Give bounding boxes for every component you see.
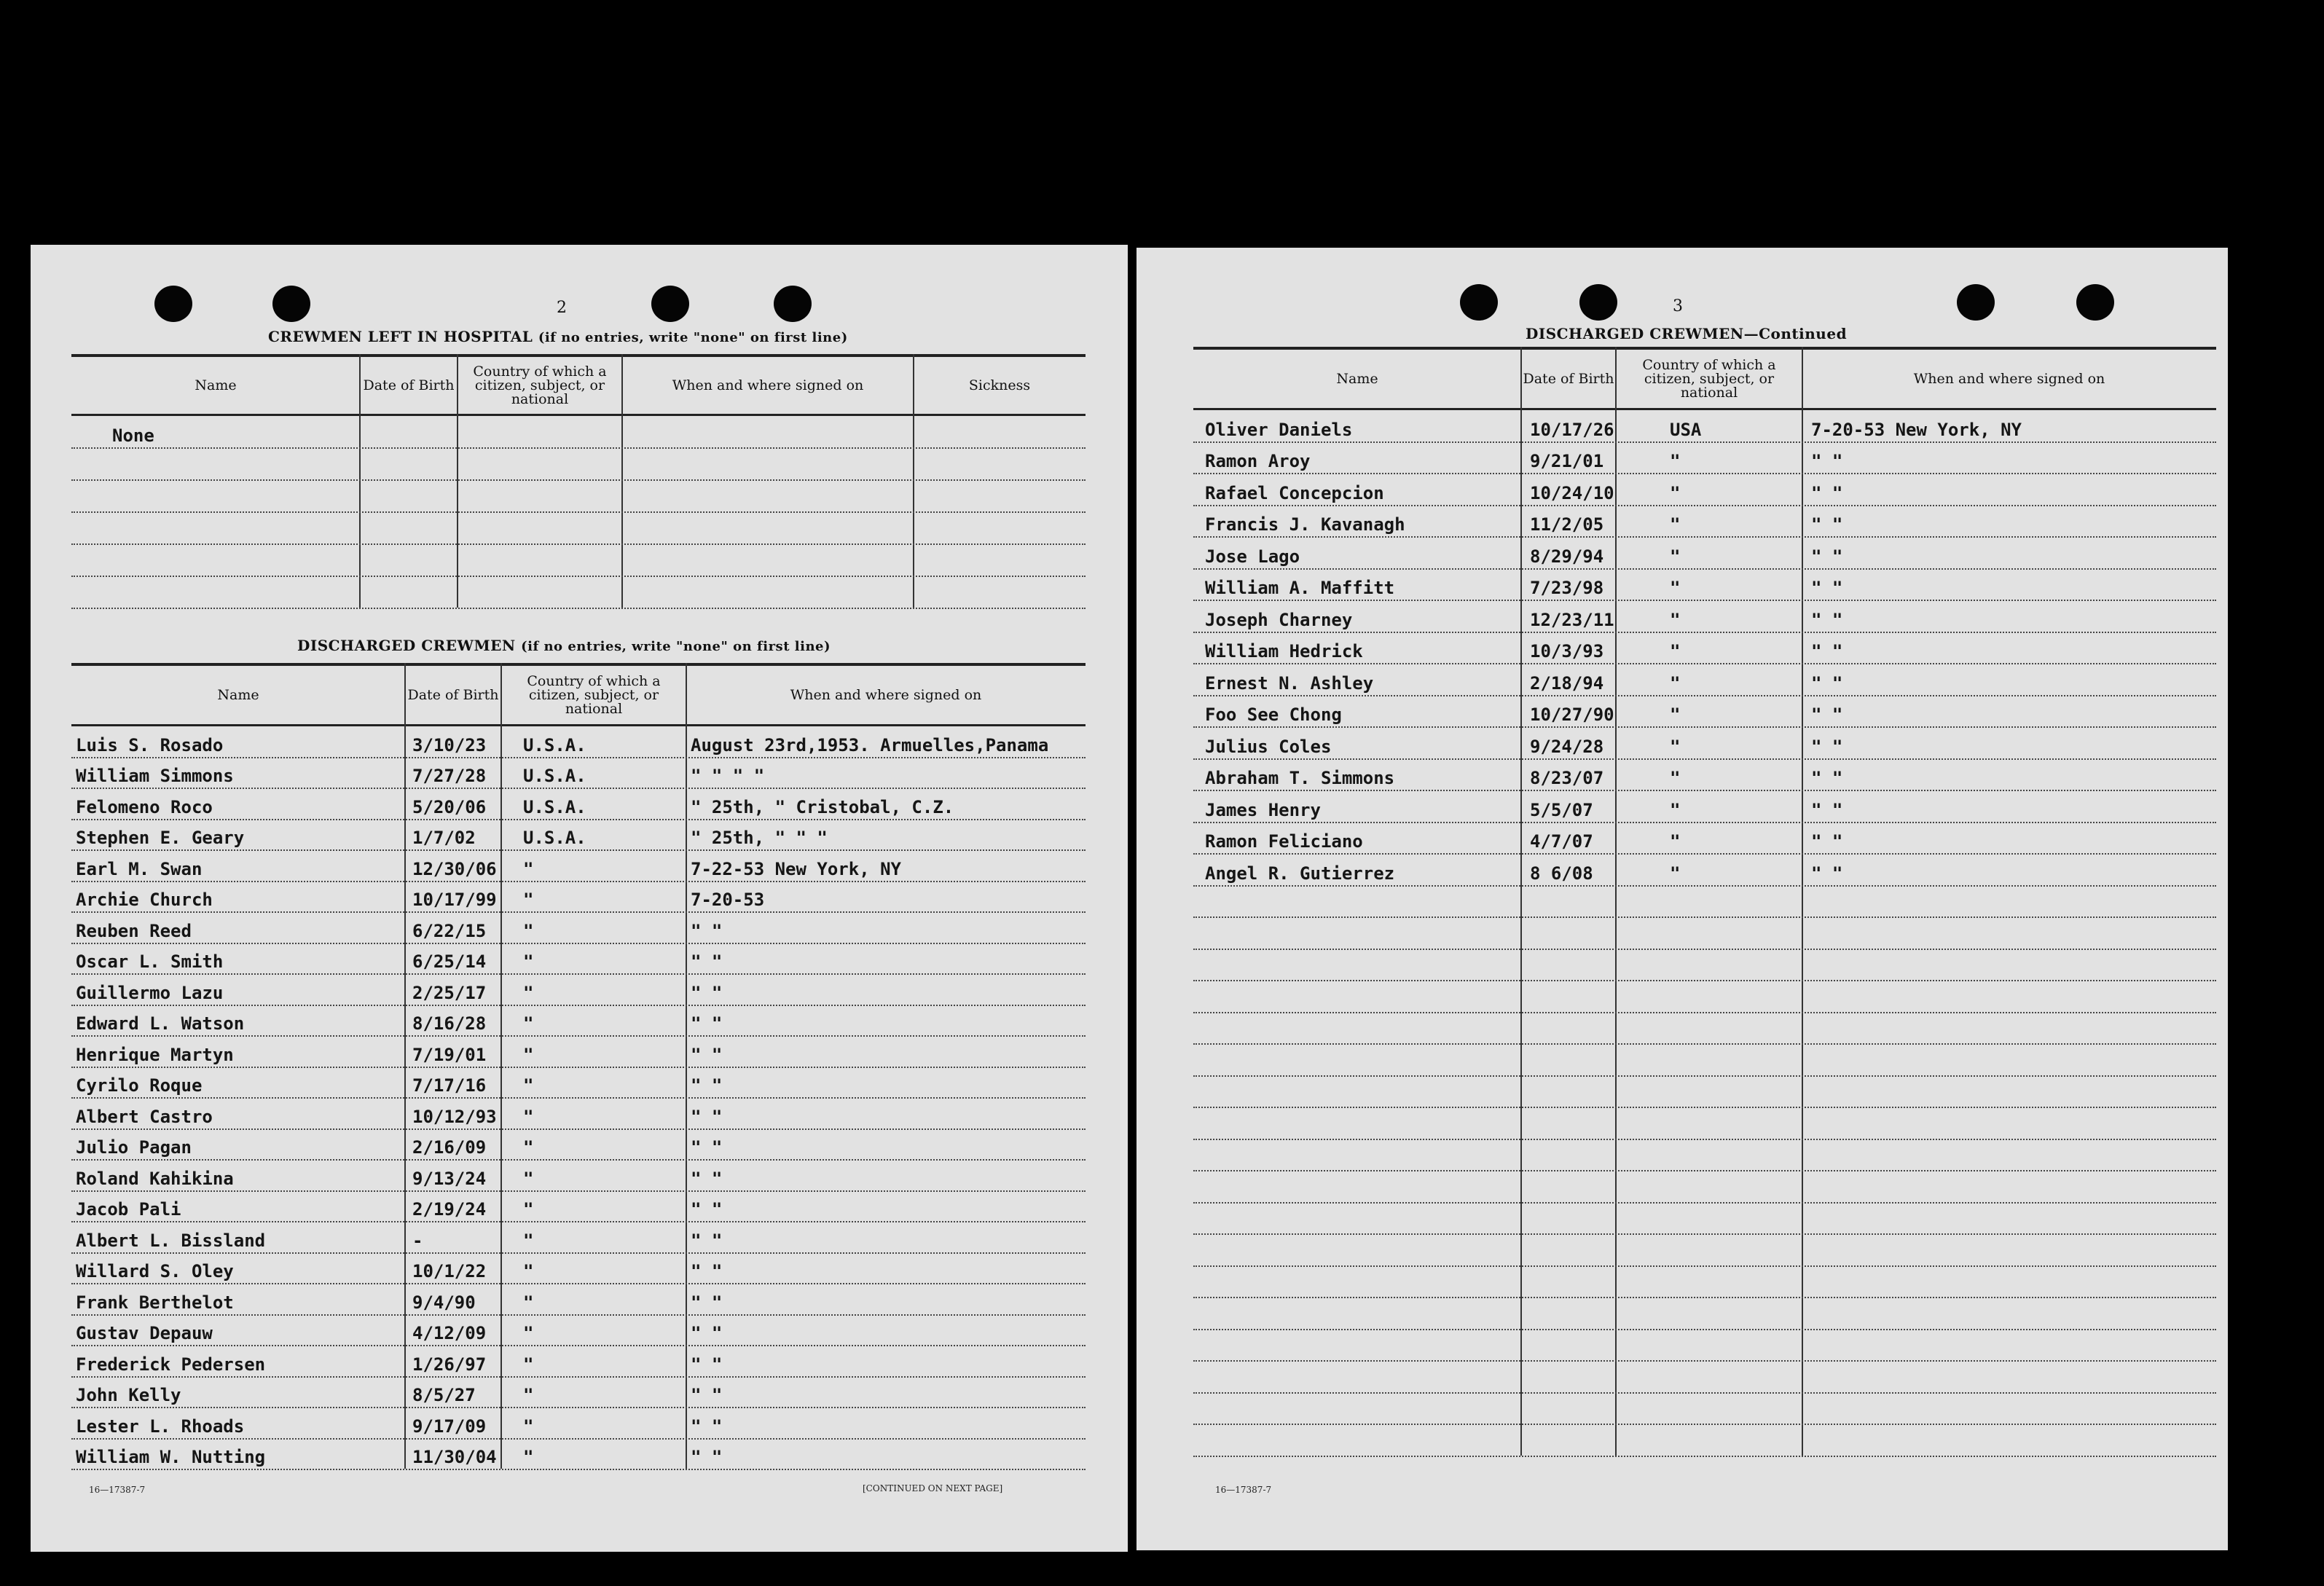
table-row [71,479,1086,513]
country-cell: " [1670,641,1681,662]
name-cell: Willard S. Oley [76,1261,234,1281]
signed-on-cell: " " [691,1261,723,1281]
punch-hole [651,286,689,322]
table-row [1193,1297,2216,1330]
dob-cell: 11/2/05 [1530,514,1604,535]
name-cell: Abraham T. Simmons [1205,768,1395,788]
dob-cell: 9/17/09 [412,1416,487,1437]
table-row [1193,1107,2216,1140]
left-page [31,245,1128,1552]
table-row [1193,1170,2216,1204]
dob-cell: 9/4/90 [412,1292,476,1313]
punch-hole [1579,284,1617,321]
name-cell: None [112,425,154,446]
dob-cell: 4/7/07 [1530,831,1593,852]
country-cell: " [523,1044,534,1065]
table-header [71,354,1086,416]
dob-cell: 9/21/01 [1530,451,1604,471]
table-row [1193,1329,2216,1362]
table-row [71,1345,1086,1378]
table-row [71,1005,1086,1037]
country-cell: U.S.A. [523,828,586,848]
country-cell: " [523,1075,534,1096]
dob-cell: 7/27/28 [412,766,487,786]
table-row [1193,790,2216,823]
name-cell: Julio Pagan [76,1137,192,1158]
signed-on-cell: " " [1811,451,1843,471]
continued-discharged-table [1193,347,2216,1514]
table-row [1193,1043,2216,1077]
name-cell: Albert Castro [76,1106,213,1127]
table-row [1193,568,2216,602]
table-row [71,1128,1086,1161]
table-row [1193,1012,2216,1045]
table-row [1193,822,2216,855]
name-cell: Felomeno Roco [76,796,213,817]
dob-cell: 8 6/08 [1530,863,1593,884]
table-row [1193,1265,2216,1299]
table-row [1193,505,2216,538]
signed-on-cell: " " [1811,578,1843,598]
name-cell: William W. Nutting [76,1447,266,1467]
column-header: Name [195,377,237,393]
name-cell: Stephen E. Geary [76,828,245,848]
country-cell: USA [1670,419,1702,440]
discharged-title-note: (if no entries, write "none" on first line) [521,639,831,654]
signed-on-cell: " " [691,1230,723,1251]
name-cell: Oscar L. Smith [76,951,224,972]
signed-on-cell: " " [1811,704,1843,725]
column-header: When and where signed on [672,377,864,393]
name-cell: Roland Kahikina [76,1168,234,1189]
country-cell: " [523,1199,534,1220]
table-row [1193,409,2216,443]
signed-on-cell: " " [1811,863,1843,884]
hospital-section-title [268,328,848,345]
signed-on-cell: " " [1811,831,1843,852]
dob-cell: 10/24/10 [1530,482,1614,503]
table-row [1193,853,2216,887]
table-row [1193,1202,2216,1236]
signed-on-cell: " " [1811,736,1843,757]
name-cell: Joseph Charney [1205,609,1353,630]
dob-cell: 11/30/04 [412,1447,497,1467]
name-cell: Julius Coles [1205,736,1332,757]
country-cell: " [1670,736,1681,757]
signed-on-cell: " " [691,1137,723,1158]
signed-on-cell: " " [691,1354,723,1375]
table-row [71,1067,1086,1099]
table-row [1193,1139,2216,1172]
dob-cell: 8/23/07 [1530,768,1604,788]
table-header [71,663,1086,726]
country-cell: " [523,1168,534,1189]
signed-on-cell: 7-22-53 New York, NY [691,858,901,879]
discharged-section-title [297,637,831,654]
punch-hole [1460,284,1498,321]
signed-on-cell: " " [691,1168,723,1189]
dob-cell: - [412,1230,423,1251]
name-cell: Edward L. Watson [76,1013,245,1034]
dob-cell: 3/10/23 [412,734,487,755]
country-cell: " [523,951,534,972]
table-header [1193,347,2216,410]
column-header: Country of which a citizen, subject, or national [1642,356,1776,401]
country-cell: " [523,1013,534,1034]
dob-cell: 8/16/28 [412,1013,487,1034]
signed-on-cell: " " [691,1106,723,1127]
dob-cell: 10/3/93 [1530,641,1604,662]
table-row [71,543,1086,577]
table-row [71,1221,1086,1254]
dob-cell: 9/13/24 [412,1168,487,1189]
dob-cell: 2/18/94 [1530,672,1604,694]
table-row [71,1097,1086,1130]
column-header: Date of Birth [363,377,455,393]
country-cell: " [523,982,534,1003]
signed-on-cell: " " [1811,672,1843,694]
country-cell: " [1670,831,1681,852]
name-cell: Oliver Daniels [1205,419,1353,440]
name-cell: Gustav Depauw [76,1323,213,1343]
table-row [71,447,1086,481]
dob-cell: 6/22/15 [412,920,487,941]
table-row [71,881,1086,914]
dob-cell: 7/17/16 [412,1075,487,1096]
signed-on-cell: " " [1811,768,1843,788]
country-cell: " [523,1292,534,1313]
name-cell: Francis J. Kavanagh [1205,514,1405,535]
punch-hole [154,286,192,322]
signed-on-cell: August 23rd,1953. Armuelles,Panama [691,734,1049,755]
signed-on-cell: " " [691,920,723,941]
form-number: 16—17387-7 [1215,1485,1272,1495]
punch-hole [1957,284,1995,321]
name-cell: Archie Church [76,890,213,910]
signed-on-cell: " " [1811,482,1843,503]
column-header: When and where signed on [1913,370,2105,387]
dob-cell: 1/7/02 [412,828,476,848]
signed-on-cell: " " [1811,609,1843,630]
column-header: Date of Birth [407,686,499,703]
table-row [71,1252,1086,1285]
column-header: Country of which a citizen, subject, or national [527,672,661,717]
country-cell: U.S.A. [523,734,586,755]
signed-on-cell: " " [1811,641,1843,662]
country-cell: " [523,920,534,941]
name-cell: Angel R. Gutierrez [1205,863,1395,884]
table-row [71,788,1086,820]
table-row [1193,441,2216,475]
signed-on-cell: " " [1811,514,1843,535]
country-cell: " [523,858,534,879]
continued-section-title: DISCHARGED CREWMEN—Continued [1526,325,1848,342]
column-header: Country of which a citizen, subject, or national [473,363,607,407]
dob-cell: 5/5/07 [1530,799,1593,820]
table-row [1193,536,2216,570]
name-cell: Luis S. Rosado [76,734,224,755]
signed-on-cell: " " [691,1447,723,1467]
name-cell: Earl M. Swan [76,858,203,879]
table-row [1193,1424,2216,1457]
name-cell: Cyrilo Roque [76,1075,203,1096]
signed-on-cell: " 25th, " " " [691,828,828,848]
hospital-title-text: CREWMEN LEFT IN HOSPITAL [268,328,533,345]
name-cell: Henrique Martyn [76,1044,234,1065]
country-cell: U.S.A. [523,766,586,786]
country-cell: " [523,1323,534,1343]
table-row [71,757,1086,790]
table-row [1193,916,2216,950]
table-row [71,849,1086,882]
country-cell: " [523,1385,534,1405]
dob-cell: 12/23/11 [1530,609,1614,630]
name-cell: Frederick Pedersen [76,1354,266,1375]
punch-hole [2076,284,2114,321]
dob-cell: 7/19/01 [412,1044,487,1065]
country-cell: " [523,1230,534,1251]
signed-on-cell: " " [691,1385,723,1405]
signed-on-cell: " " [691,982,723,1003]
name-cell: Reuben Reed [76,920,192,941]
table-row [71,1283,1086,1316]
name-cell: Jacob Pali [76,1199,181,1220]
dob-cell: 2/19/24 [412,1199,487,1220]
table-row [1193,663,2216,696]
table-row [1193,949,2216,982]
country-cell: " [523,1447,534,1467]
table-row [71,911,1086,944]
dob-cell: 10/17/26 [1530,419,1614,440]
table-row [1193,980,2216,1013]
signed-on-cell: " " [691,1044,723,1065]
country-cell: " [1670,578,1681,598]
table-row [71,819,1086,852]
signed-on-cell: " 25th, " Cristobal, C.Z. [691,796,954,817]
table-row [71,1438,1086,1471]
signed-on-cell: 7-20-53 [691,890,765,910]
hospital-title-note: (if no entries, write "none" on first line) [538,330,848,345]
name-cell: John Kelly [76,1385,181,1405]
name-cell: Foo See Chong [1205,704,1342,725]
table-row [71,511,1086,545]
dob-cell: 7/23/98 [1530,578,1604,598]
country-cell: " [1670,768,1681,788]
dob-cell: 8/5/27 [412,1385,476,1405]
dob-cell: 5/20/06 [412,796,487,817]
dob-cell: 10/27/90 [1530,704,1614,725]
signed-on-cell: " " [691,1013,723,1034]
table-row [71,943,1086,975]
country-cell: " [1670,704,1681,725]
table-row [1193,473,2216,506]
name-cell: Guillermo Lazu [76,982,224,1003]
dob-cell: 10/1/22 [412,1261,487,1281]
table-row [1193,1075,2216,1109]
column-header: Name [1336,370,1378,387]
table-row [1193,695,2216,729]
dob-cell: 9/24/28 [1530,736,1604,757]
name-cell: William Hedrick [1205,641,1363,662]
table-row [1193,1233,2216,1267]
country-cell: " [1670,799,1681,820]
table-row [1193,726,2216,760]
dob-cell: 10/17/99 [412,890,497,910]
dob-cell: 10/12/93 [412,1106,497,1127]
name-cell: Rafael Concepcion [1205,482,1384,503]
country-cell: " [523,1106,534,1127]
signed-on-cell: 7-20-53 New York, NY [1811,419,2022,440]
signed-on-cell: " " " " [691,766,765,786]
table-row [1193,758,2216,792]
table-row [71,576,1086,609]
name-cell: William Simmons [76,766,234,786]
country-cell: U.S.A. [523,796,586,817]
signed-on-cell: " " [691,1075,723,1096]
country-cell: " [1670,609,1681,630]
country-cell: " [523,1137,534,1158]
table-row [71,1407,1086,1440]
page-number: 2 [557,299,567,317]
table-row [1193,632,2216,665]
country-cell: " [1670,482,1681,503]
dob-cell: 4/12/09 [412,1323,487,1343]
name-cell: Frank Berthelot [76,1292,234,1313]
name-cell: William A. Maffitt [1205,578,1395,598]
table-row [1193,1360,2216,1394]
table-row [71,1314,1086,1347]
discharged-title-text: DISCHARGED CREWMEN [297,637,516,654]
dob-cell: 1/26/97 [412,1354,487,1375]
table-row [71,415,1086,449]
country-cell: " [523,1416,534,1437]
continued-note: [CONTINUED ON NEXT PAGE] [863,1483,1003,1493]
country-cell: " [1670,514,1681,535]
table-row [71,1035,1086,1068]
punch-hole [272,286,310,322]
signed-on-cell: " " [691,1416,723,1437]
table-row [71,726,1086,758]
table-row [1193,885,2216,919]
punch-hole [774,286,812,322]
dob-cell: 6/25/14 [412,951,487,972]
name-cell: Jose Lago [1205,546,1300,567]
column-header: Name [217,686,259,703]
signed-on-cell: " " [1811,546,1843,567]
dob-cell: 2/16/09 [412,1137,487,1158]
discharged-table [71,663,1086,1527]
form-number: 16—17387-7 [89,1485,146,1495]
table-row [71,1159,1086,1192]
column-header: When and where signed on [790,686,982,703]
country-cell: " [1670,863,1681,884]
table-row [1193,1392,2216,1426]
signed-on-cell: " " [691,1199,723,1220]
signed-on-cell: " " [691,1292,723,1313]
signed-on-cell: " " [691,1323,723,1343]
dob-cell: 8/29/94 [1530,546,1604,567]
table-row [1193,600,2216,633]
name-cell: Albert L. Bissland [76,1230,266,1251]
column-header: Sickness [968,377,1031,393]
table-row [71,1190,1086,1223]
table-row [71,973,1086,1006]
name-cell: Ramon Feliciano [1205,831,1363,852]
country-cell: " [523,890,534,910]
country-cell: " [1670,451,1681,471]
country-cell: " [1670,546,1681,567]
name-cell: Ernest N. Ashley [1205,672,1374,694]
country-cell: " [1670,672,1681,694]
signed-on-cell: " " [691,951,723,972]
name-cell: Ramon Aroy [1205,451,1311,471]
name-cell: James Henry [1205,799,1321,820]
column-header: Date of Birth [1523,370,1614,387]
table-row [71,1376,1086,1409]
name-cell: Lester L. Rhoads [76,1416,245,1437]
country-cell: " [523,1354,534,1375]
right-page [1137,248,2228,1550]
dob-cell: 12/30/06 [412,858,497,879]
signed-on-cell: " " [1811,799,1843,820]
country-cell: " [523,1261,534,1281]
dob-cell: 2/25/17 [412,982,487,1003]
page-number: 3 [1673,297,1683,315]
